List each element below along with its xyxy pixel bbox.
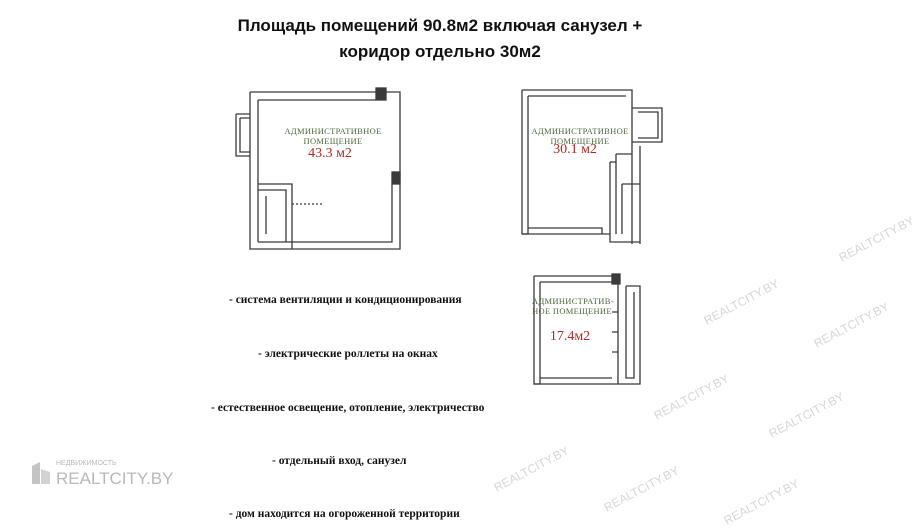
watermark: REALTCITY.BY	[701, 276, 782, 328]
watermark: REALTCITY.BY	[836, 213, 916, 265]
room-area-43: 43.3 м2	[308, 146, 352, 161]
brand-logo	[30, 460, 174, 491]
watermark: REALTCITY.BY	[601, 463, 682, 515]
floor-plan-43	[222, 84, 412, 256]
watermark: REALTCITY.BY	[651, 371, 732, 423]
room-label-17: АДМИНИСТРАТИВ-НОЕ ПОМЕЩЕНИЕ	[532, 296, 614, 316]
feature-item: - электрические роллеты на окнах	[258, 348, 438, 360]
room-area-17: 17.4м2	[549, 329, 591, 344]
watermark: REALTCITY.BY	[721, 476, 802, 528]
room-label-43: АДМИНИСТРАТИВНОЕ ПОМЕЩЕНИЕ	[284, 126, 382, 146]
feature-item: - отдельный вход, санузел	[272, 455, 407, 467]
watermark: REALTCITY.BY	[811, 299, 892, 351]
watermark: REALTCITY.BY	[766, 389, 847, 441]
room-label-30: АДМИНИСТРАТИВНОЕ ПОМЕЩЕНИЕ	[531, 126, 629, 146]
logo-brand: REALTCITY.BY	[56, 469, 174, 488]
room-area-30: 30.1 м2	[553, 142, 597, 157]
feature-item: - естественное освещение, отопление, электричество	[211, 402, 485, 414]
building-icon	[30, 460, 52, 486]
page-title-line-1: Площадь помещений 90.8м2 включая санузел +	[237, 16, 643, 35]
watermark: REALTCITY.BY	[491, 443, 572, 495]
page-title-line-2: коридор отдельно 30м2	[339, 42, 541, 61]
feature-item: - система вентиляции и кондиционирования	[229, 294, 462, 306]
floor-plan-30	[512, 84, 682, 256]
feature-item: - дом находится на огороженной территории	[229, 508, 460, 520]
logo-caption: НЕДВИЖИМОСТЬ	[56, 460, 117, 467]
